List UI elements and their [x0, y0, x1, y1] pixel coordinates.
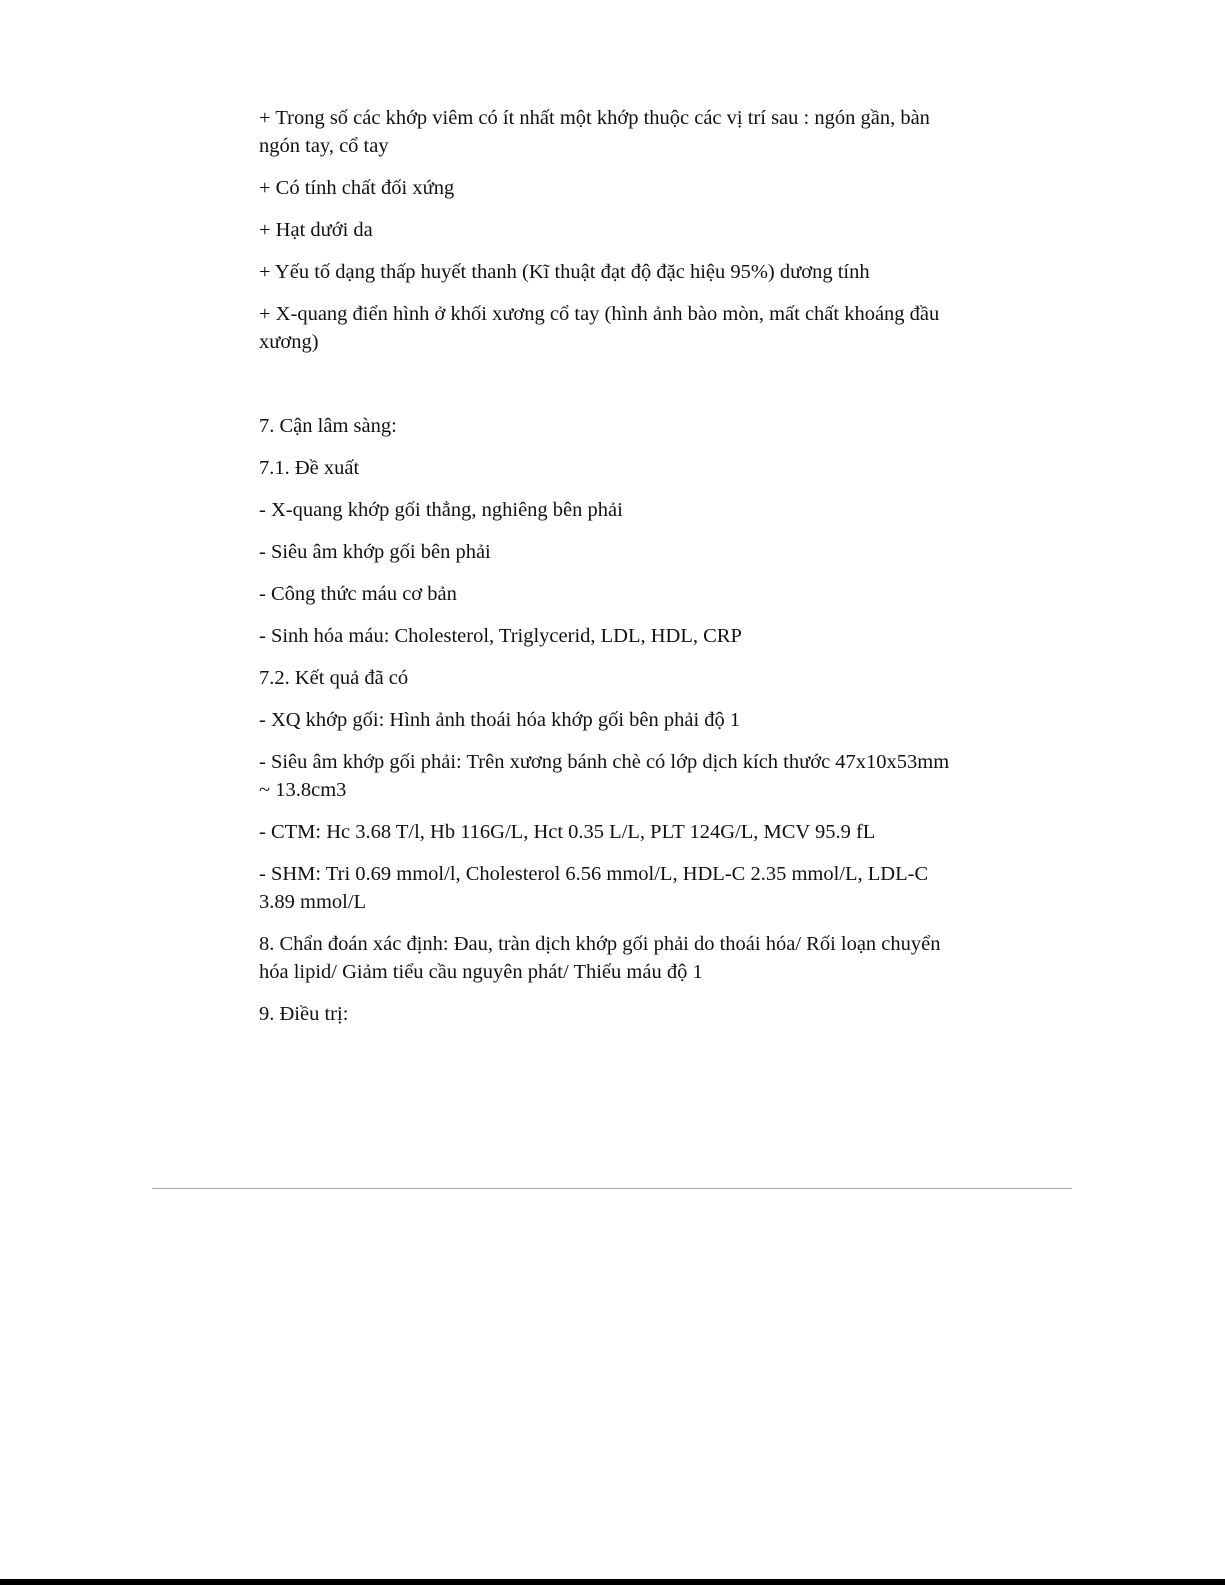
list-item: - Siêu âm khớp gối bên phải [259, 541, 491, 563]
document-body [259, 104, 959, 1042]
list-item: - Sinh hóa máu: Cholesterol, Triglycerid, LDL, HDL, CRP [259, 625, 742, 647]
subsection-heading: 7.1. Đề xuất [259, 457, 360, 479]
section-heading: 9. Điều trị: [259, 1003, 349, 1025]
criterion-line: + X-quang điển hình ở khối xương cổ tay (hình ảnh bào mòn, mất chất khoáng đầu xương) [259, 303, 940, 353]
bottom-edge-bar [0, 1579, 1225, 1585]
list-item: - SHM: Tri 0.69 mmol/l, Cholesterol 6.56 mmol/L, HDL-C 2.35 mmol/L, LDL-C 3.89 mmol/L [259, 863, 929, 913]
subsection-heading: 7.2. Kết quả đã có [259, 667, 409, 689]
list-item: - X-quang khớp gối thẳng, nghiêng bên phải [259, 499, 623, 521]
criterion-line: + Trong số các khớp viêm có ít nhất một khớp thuộc các vị trí sau : ngón gần, bàn ngón tay, cổ tay [259, 107, 930, 157]
criterion-line: + Hạt dưới da [259, 219, 373, 241]
list-item: - Siêu âm khớp gối phải: Trên xương bánh chè có lớp dịch kích thước 47x10x53mm ~ 13.8cm3 [259, 751, 950, 801]
criterion-line: + Có tính chất đối xứng [259, 177, 455, 199]
blank-space [259, 370, 959, 412]
section-heading: 7. Cận lâm sàng: [259, 415, 397, 437]
criterion-line: + Yếu tố dạng thấp huyết thanh (Kĩ thuật đạt độ đặc hiệu 95%) dương tính [259, 261, 870, 283]
list-item: - CTM: Hc 3.68 T/l, Hb 116G/L, Hct 0.35 L/L, PLT 124G/L, MCV 95.9 fL [259, 821, 876, 843]
list-item: - XQ khớp gối: Hình ảnh thoái hóa khớp gối bên phải độ 1 [259, 709, 741, 731]
diagnosis-paragraph: 8. Chẩn đoán xác định: Đau, tràn dịch khớp gối phải do thoái hóa/ Rối loạn chuyển hóa lipid/ Giảm tiểu cầu nguyên phát/ Thiếu máu độ 1 [259, 933, 941, 983]
list-item: - Công thức máu cơ bản [259, 583, 457, 605]
page-divider [152, 1188, 1072, 1189]
